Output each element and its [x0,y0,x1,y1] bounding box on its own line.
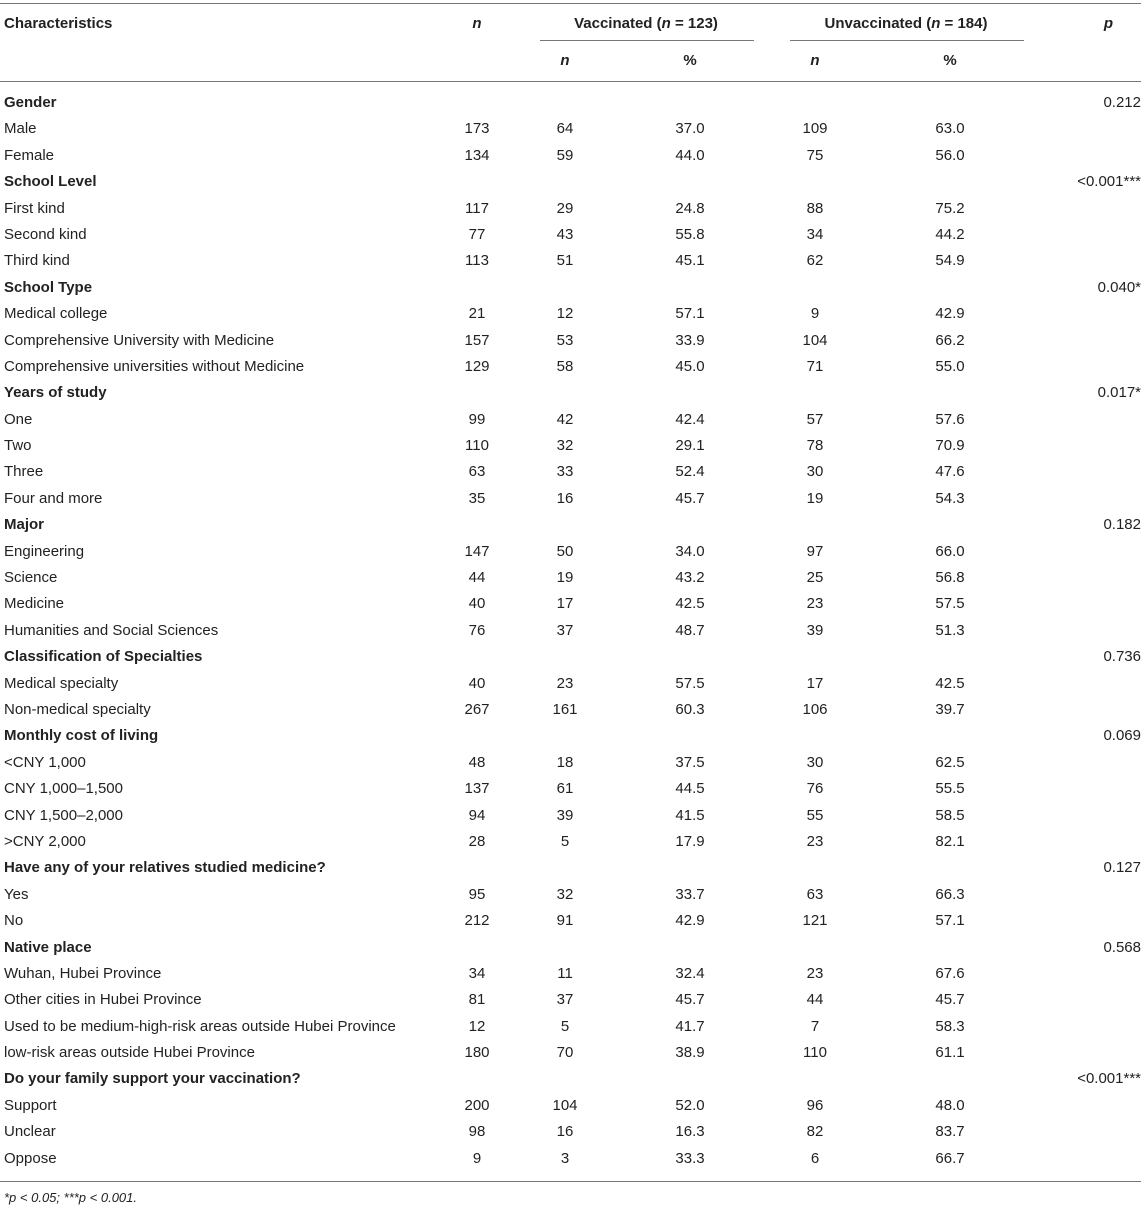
table-row [0,883,1145,909]
unvaccinated-n: 17 [806,674,824,692]
header-n: n [472,15,482,32]
vaccinated-pct: 42.5 [675,595,705,613]
table-row [0,962,1145,988]
total-n: 81 [468,991,486,1009]
unvaccinated-n: 6 [810,1149,820,1167]
vaccinated-pct: 45.7 [675,991,705,1009]
vaccinated-pct: 32.4 [675,964,705,982]
vaccinated-pct: 37.5 [675,753,705,771]
total-n: 9 [472,1149,482,1167]
unvaccinated-n: 44 [806,991,824,1009]
unvaccinated-pct: 44.2 [935,225,965,243]
unvaccinated-pct: 55.0 [935,357,965,375]
vaccinated-n: 16 [556,1123,574,1141]
p-value: 0.736 [1103,648,1141,666]
row-label: Third kind [4,252,70,270]
table-row [0,592,1145,618]
row-label: Other cities in Hubei Province [4,991,202,1009]
vaccinated-pct: 37.0 [675,120,705,138]
unvaccinated-n: 96 [806,1096,824,1114]
unvaccinated-pct: 57.6 [935,410,965,428]
vaccinated-n: 37 [556,991,574,1009]
unvaccinated-pct: 47.6 [935,463,965,481]
row-label: Female [4,146,55,164]
unvaccinated-n: 76 [806,780,824,798]
unvaccinated-n: 104 [802,331,828,349]
vaccinated-n: 161 [552,700,578,718]
vaccinated-n: 91 [556,912,574,930]
unvaccinated-pct: 82.1 [935,832,965,850]
unvaccinated-pct: 66.0 [935,542,965,560]
unvaccinated-pct: 45.7 [935,991,965,1009]
subheader-vaccinated-pct: % [683,52,697,69]
vaccinated-n: 61 [556,780,574,798]
total-n: 113 [465,252,489,270]
table-row [0,1147,1145,1173]
group-row [0,91,1145,117]
vaccinated-pct: 45.0 [675,357,705,375]
row-label: Comprehensive University with Medicine [4,331,275,349]
table-top-rule [0,3,1141,4]
total-n: 21 [468,305,486,323]
unvaccinated-pct: 58.5 [935,806,965,824]
unvaccinated-pct: 56.8 [935,569,965,587]
table-row [0,460,1145,486]
row-label: Humanities and Social Sciences [4,621,219,639]
unvaccinated-pct: 48.0 [935,1096,965,1114]
row-label: School Level [4,173,97,191]
row-label: Engineering [4,542,85,560]
group-row [0,276,1145,302]
vaccinated-n: 64 [556,120,574,138]
total-n: 212 [464,912,490,930]
table-row [0,698,1145,724]
total-n: 12 [468,1017,486,1035]
vaccinated-pct: 55.8 [675,225,705,243]
table-row [0,434,1145,460]
unvaccinated-n: 82 [806,1123,824,1141]
vaccinated-pct: 29.1 [675,437,705,455]
row-label: Gender [4,94,57,111]
unvaccinated-n: 62 [806,252,824,270]
p-value: <0.001*** [1077,1070,1141,1088]
table-row [0,566,1145,592]
vaccinated-n: 3 [560,1149,570,1167]
vaccinated-pct: 41.5 [675,806,705,824]
total-n: 134 [464,146,490,164]
table-row [0,751,1145,777]
table-row [0,1094,1145,1120]
vaccinated-n: 23 [556,674,574,692]
total-n: 35 [468,489,486,507]
subheader-unvaccinated-n: n [810,52,820,69]
row-label: School Type [4,278,93,296]
unvaccinated-pct: 66.3 [935,885,965,903]
unvaccinated-n: 88 [806,199,824,217]
vaccinated-pct: 52.0 [675,1096,705,1114]
row-label: Support [4,1096,57,1114]
row-label: Used to be medium-high-risk areas outside Hubei Province [4,1017,396,1035]
row-label: Four and more [4,489,103,507]
row-label: Unclear [4,1123,56,1141]
total-n: 129 [464,357,490,375]
table-row [0,540,1145,566]
total-n: 63 [468,463,486,481]
subheader-vaccinated-n: n [560,52,570,69]
total-n: 95 [468,885,486,903]
vaccinated-n: 37 [556,621,574,639]
total-n: 267 [464,700,490,718]
unvaccinated-pct: 56.0 [935,146,965,164]
p-value: 0.040* [1097,278,1141,296]
table-row [0,804,1145,830]
row-label: Non-medical specialty [4,700,151,718]
total-n: 94 [468,806,486,824]
unvaccinated-pct: 66.7 [935,1149,965,1167]
header-unvaccinated: Unvaccinated (n = 184) [824,15,988,32]
row-label: Major [4,516,45,534]
total-n: 77 [468,225,486,243]
row-label: Classification of Specialties [4,648,203,666]
table-row [0,144,1145,170]
total-n: 40 [468,595,486,613]
unvaccinated-pct: 62.5 [935,753,965,771]
table-row [0,1120,1145,1146]
unvaccinated-pct: 70.9 [935,437,965,455]
vaccinated-n: 43 [556,225,574,243]
vaccinated-n: 32 [556,885,574,903]
table-row [0,249,1145,275]
unvaccinated-pct: 63.0 [935,120,965,138]
vaccinated-pct: 33.3 [675,1149,705,1167]
row-label: Second kind [4,225,87,243]
row-label: Comprehensive universities without Medicine [4,357,305,375]
unvaccinated-n: 7 [810,1017,820,1035]
total-n: 28 [468,832,486,850]
unvaccinated-n: 39 [806,621,824,639]
vaccinated-pct: 17.9 [675,832,705,850]
unvaccinated-pct: 51.3 [935,621,965,639]
unvaccinated-pct: 61.1 [935,1044,965,1062]
row-label: No [4,912,24,930]
total-n: 98 [468,1123,486,1141]
unvaccinated-n: 110 [803,1044,827,1062]
table-bottom-rule [0,1181,1141,1182]
vaccinated-pct: 44.5 [675,780,705,798]
total-n: 48 [468,753,486,771]
header-p: p [1103,15,1113,32]
vaccinated-n: 51 [556,252,574,270]
table-row [0,197,1145,223]
vaccinated-n: 17 [556,595,574,613]
vaccinated-pct: 41.7 [675,1017,705,1035]
table-footnote: *p < 0.05; ***p < 0.001. [4,1190,137,1205]
total-n: 180 [464,1044,490,1062]
unvaccinated-pct: 39.7 [935,700,965,718]
vaccinated-pct: 33.9 [675,331,705,349]
p-value: 0.069 [1103,727,1141,745]
vaccinated-pct: 42.9 [675,912,705,930]
vaccinated-pct: 34.0 [675,542,705,560]
vaccinated-n: 58 [556,357,574,375]
vaccinated-n: 16 [556,489,574,507]
table-row [0,777,1145,803]
vaccinated-pct: 52.4 [675,463,705,481]
header-rule [0,81,1141,82]
unvaccinated-n: 63 [806,885,824,903]
group-row [0,645,1145,671]
group-row [0,724,1145,750]
unvaccinated-pct: 55.5 [935,780,965,798]
row-label: >CNY 2,000 [4,832,86,850]
total-n: 99 [468,410,486,428]
group-row [0,513,1145,539]
vaccinated-n: 42 [556,410,574,428]
table-row [0,619,1145,645]
vaccinated-n: 32 [556,437,574,455]
row-label: Two [4,437,32,455]
table-row [0,830,1145,856]
unvaccinated-pct: 75.2 [935,199,965,217]
row-label: Have any of your relatives studied medicine? [4,859,326,877]
table-row [0,302,1145,328]
vaccinated-n: 19 [556,569,574,587]
vaccinated-n: 18 [556,753,574,771]
table-row [0,329,1145,355]
vaccinated-pct: 60.3 [675,700,705,718]
table-row [0,1041,1145,1067]
table-row [0,672,1145,698]
vaccinated-n: 53 [556,331,574,349]
total-n: 34 [468,964,486,982]
vaccinated-n: 29 [556,199,574,217]
vaccinated-pct: 48.7 [675,621,705,639]
table-row [0,408,1145,434]
unvaccinated-n: 97 [806,542,824,560]
group-row [0,381,1145,407]
unvaccinated-n: 121 [802,912,828,930]
total-n: 147 [464,542,490,560]
table-row [0,909,1145,935]
unvaccinated-pct: 57.1 [935,912,965,930]
total-n: 76 [468,621,486,639]
subheader-unvaccinated-pct: % [943,52,957,69]
group-row [0,856,1145,882]
unvaccinated-n: 23 [806,595,824,613]
unvaccinated-subrule [790,40,1024,41]
vaccinated-n: 39 [556,806,574,824]
vaccinated-n: 104 [552,1096,578,1114]
group-row [0,170,1145,196]
vaccinated-n: 59 [556,146,574,164]
total-n: 173 [464,120,490,138]
unvaccinated-n: 23 [806,964,824,982]
vaccinated-pct: 45.7 [675,489,705,507]
vaccinated-pct: 43.2 [675,569,705,587]
row-label: Medical college [4,305,108,323]
unvaccinated-n: 75 [806,146,824,164]
p-value: <0.001*** [1077,173,1141,191]
unvaccinated-pct: 42.9 [935,305,965,323]
table-row [0,355,1145,381]
row-label: Native place [4,938,92,956]
header-vaccinated: Vaccinated (n = 123) [574,15,718,32]
unvaccinated-pct: 54.3 [935,489,965,507]
row-label: CNY 1,000–1,500 [4,780,123,798]
unvaccinated-pct: 66.2 [935,331,965,349]
unvaccinated-n: 78 [806,437,824,455]
vaccinated-pct: 38.9 [675,1044,705,1062]
vaccinated-pct: 57.1 [675,305,705,323]
unvaccinated-n: 55 [806,806,824,824]
vaccinated-n: 12 [556,305,574,323]
vaccinated-n: 33 [556,463,574,481]
table-row [0,988,1145,1014]
table-row [0,1015,1145,1041]
unvaccinated-n: 34 [806,225,824,243]
row-label: Monthly cost of living [4,727,159,745]
unvaccinated-pct: 67.6 [935,964,965,982]
total-n: 157 [464,331,490,349]
row-label: Three [4,463,44,481]
vaccinated-pct: 57.5 [675,674,705,692]
row-label: Medicine [4,595,65,613]
row-label: Wuhan, Hubei Province [4,964,162,982]
unvaccinated-pct: 83.7 [935,1123,965,1141]
row-label: Male [4,120,37,138]
table-row [0,487,1145,513]
unvaccinated-n: 106 [802,700,828,718]
vaccinated-pct: 45.1 [675,252,705,270]
unvaccinated-n: 71 [806,357,824,375]
total-n: 117 [465,199,489,217]
p-value: 0.017* [1097,384,1141,402]
row-label: Science [4,569,58,587]
group-row [0,1067,1145,1093]
p-value: 0.568 [1103,938,1141,956]
vaccinated-pct: 33.7 [675,885,705,903]
unvaccinated-pct: 57.5 [935,595,965,613]
row-label: Oppose [4,1149,57,1167]
unvaccinated-n: 30 [806,753,824,771]
vaccinated-pct: 16.3 [675,1123,705,1141]
unvaccinated-n: 109 [802,120,828,138]
row-label: One [4,410,33,428]
row-label: <CNY 1,000 [4,753,86,771]
p-value: 0.127 [1103,859,1141,877]
unvaccinated-n: 9 [810,305,820,323]
p-value: 0.212 [1103,94,1141,111]
row-label: Medical specialty [4,674,119,692]
unvaccinated-n: 19 [806,489,824,507]
row-label: low-risk areas outside Hubei Province [4,1044,255,1062]
p-value: 0.182 [1103,516,1141,534]
vaccinated-subrule [540,40,754,41]
vaccinated-n: 70 [556,1044,574,1062]
vaccinated-n: 11 [557,964,573,982]
group-row [0,936,1145,962]
unvaccinated-pct: 58.3 [935,1017,965,1035]
total-n: 137 [464,780,490,798]
header-characteristics: Characteristics [4,15,113,32]
table-row [0,223,1145,249]
unvaccinated-pct: 54.9 [935,252,965,270]
vaccinated-pct: 24.8 [675,199,705,217]
total-n: 110 [465,437,489,455]
row-label: Years of study [4,384,107,402]
unvaccinated-n: 57 [806,410,824,428]
unvaccinated-pct: 42.5 [935,674,965,692]
vaccinated-n: 5 [560,1017,570,1035]
total-n: 200 [464,1096,490,1114]
total-n: 40 [468,674,486,692]
unvaccinated-n: 25 [806,569,824,587]
row-label: CNY 1,500–2,000 [4,806,123,824]
row-label: Yes [4,885,29,903]
table-body [0,91,1145,1173]
total-n: 44 [468,569,486,587]
unvaccinated-n: 30 [806,463,824,481]
vaccinated-n: 50 [556,542,574,560]
unvaccinated-n: 23 [806,832,824,850]
table-row [0,117,1145,143]
row-label: Do your family support your vaccination? [4,1070,301,1088]
vaccinated-pct: 42.4 [675,410,705,428]
vaccinated-n: 5 [560,832,570,850]
vaccinated-pct: 44.0 [675,146,705,164]
row-label: First kind [4,199,65,217]
